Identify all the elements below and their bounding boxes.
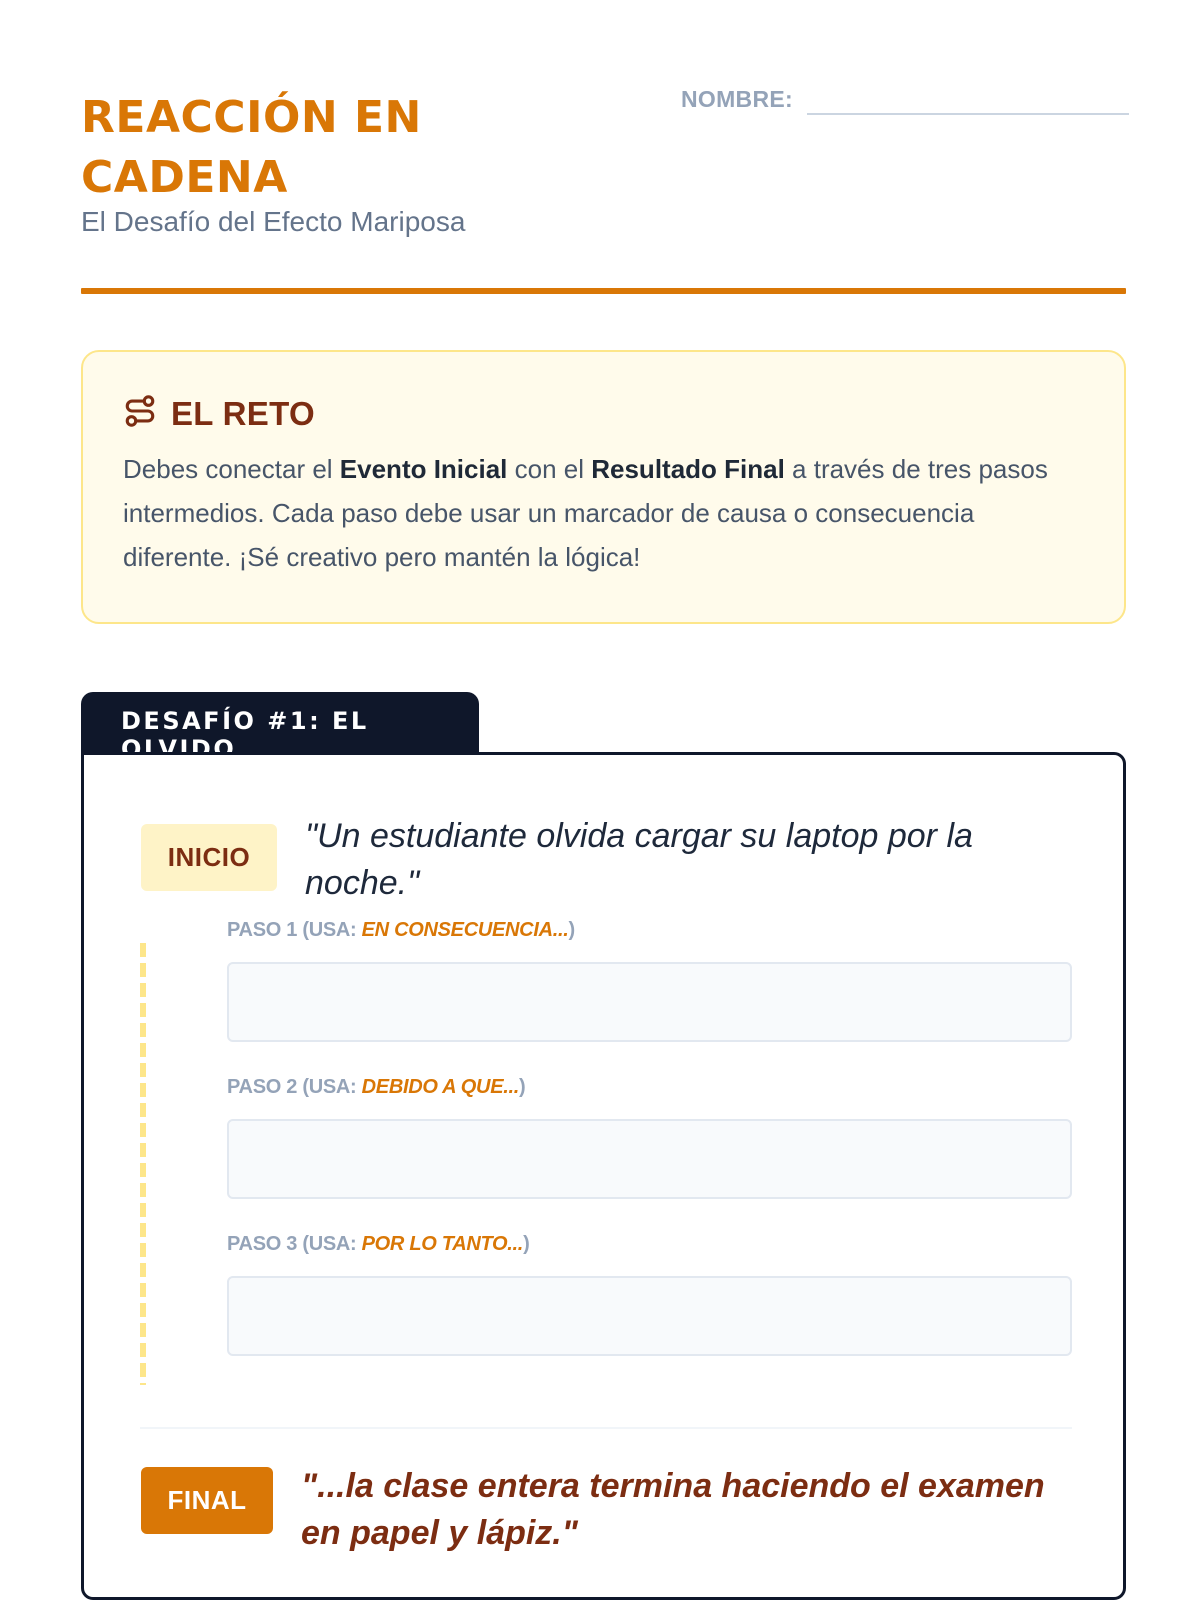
challenge-instructions: Debes conectar el Evento Inicial con el Resultado Final a través de tres pasos intermedios. Cada paso debe usar un marcador de causa o consecuencia diferente. ¡Sé creativo pero mantén la lógica! xyxy=(123,454,1048,572)
start-badge: INICIO xyxy=(141,824,277,891)
page-title: REACCIÓN EN CADENA xyxy=(81,92,422,203)
bold-start-event: Evento Inicial xyxy=(339,454,508,484)
route-icon xyxy=(123,394,157,433)
chain-connector-line xyxy=(140,943,146,1385)
step-1-input[interactable] xyxy=(227,962,1072,1042)
step-3 xyxy=(227,1233,1072,1356)
page-subtitle: El Desafío del Efecto Mariposa xyxy=(81,206,466,237)
step-2-input[interactable] xyxy=(227,1119,1072,1199)
step-2-label: PASO 2 (USA: DEBIDO A QUE...) xyxy=(227,1076,526,1098)
step-1 xyxy=(227,919,1072,1042)
worksheet-header xyxy=(81,80,1126,295)
challenge-tab-label: DESAFÍO #1: EL OLVIDO xyxy=(81,692,479,754)
challenge-callout xyxy=(81,350,1126,624)
bold-final-result: Resultado Final xyxy=(591,454,785,484)
final-result-quote: "...la clase entera termina haciendo el examen en papel y lápiz." xyxy=(301,1467,1045,1552)
step-1-label: PASO 1 (USA: EN CONSECUENCIA...) xyxy=(227,919,575,941)
name-write-line[interactable] xyxy=(807,113,1129,115)
challenge-card xyxy=(81,752,1126,1600)
step-3-label: PASO 3 (USA: POR LO TANTO...) xyxy=(227,1233,530,1255)
step-3-input[interactable] xyxy=(227,1276,1072,1356)
challenge-heading xyxy=(123,394,1084,433)
name-label: NOMBRE: xyxy=(681,86,793,112)
header-divider xyxy=(81,288,1126,294)
step-2 xyxy=(227,1076,1072,1199)
final-badge: FINAL xyxy=(141,1467,273,1534)
start-event-quote: "Un estudiante olvida cargar su laptop por la noche." xyxy=(305,817,973,902)
challenge-title: EL RETO xyxy=(171,394,315,432)
name-field-group xyxy=(681,86,1129,113)
section-divider xyxy=(140,1427,1072,1429)
